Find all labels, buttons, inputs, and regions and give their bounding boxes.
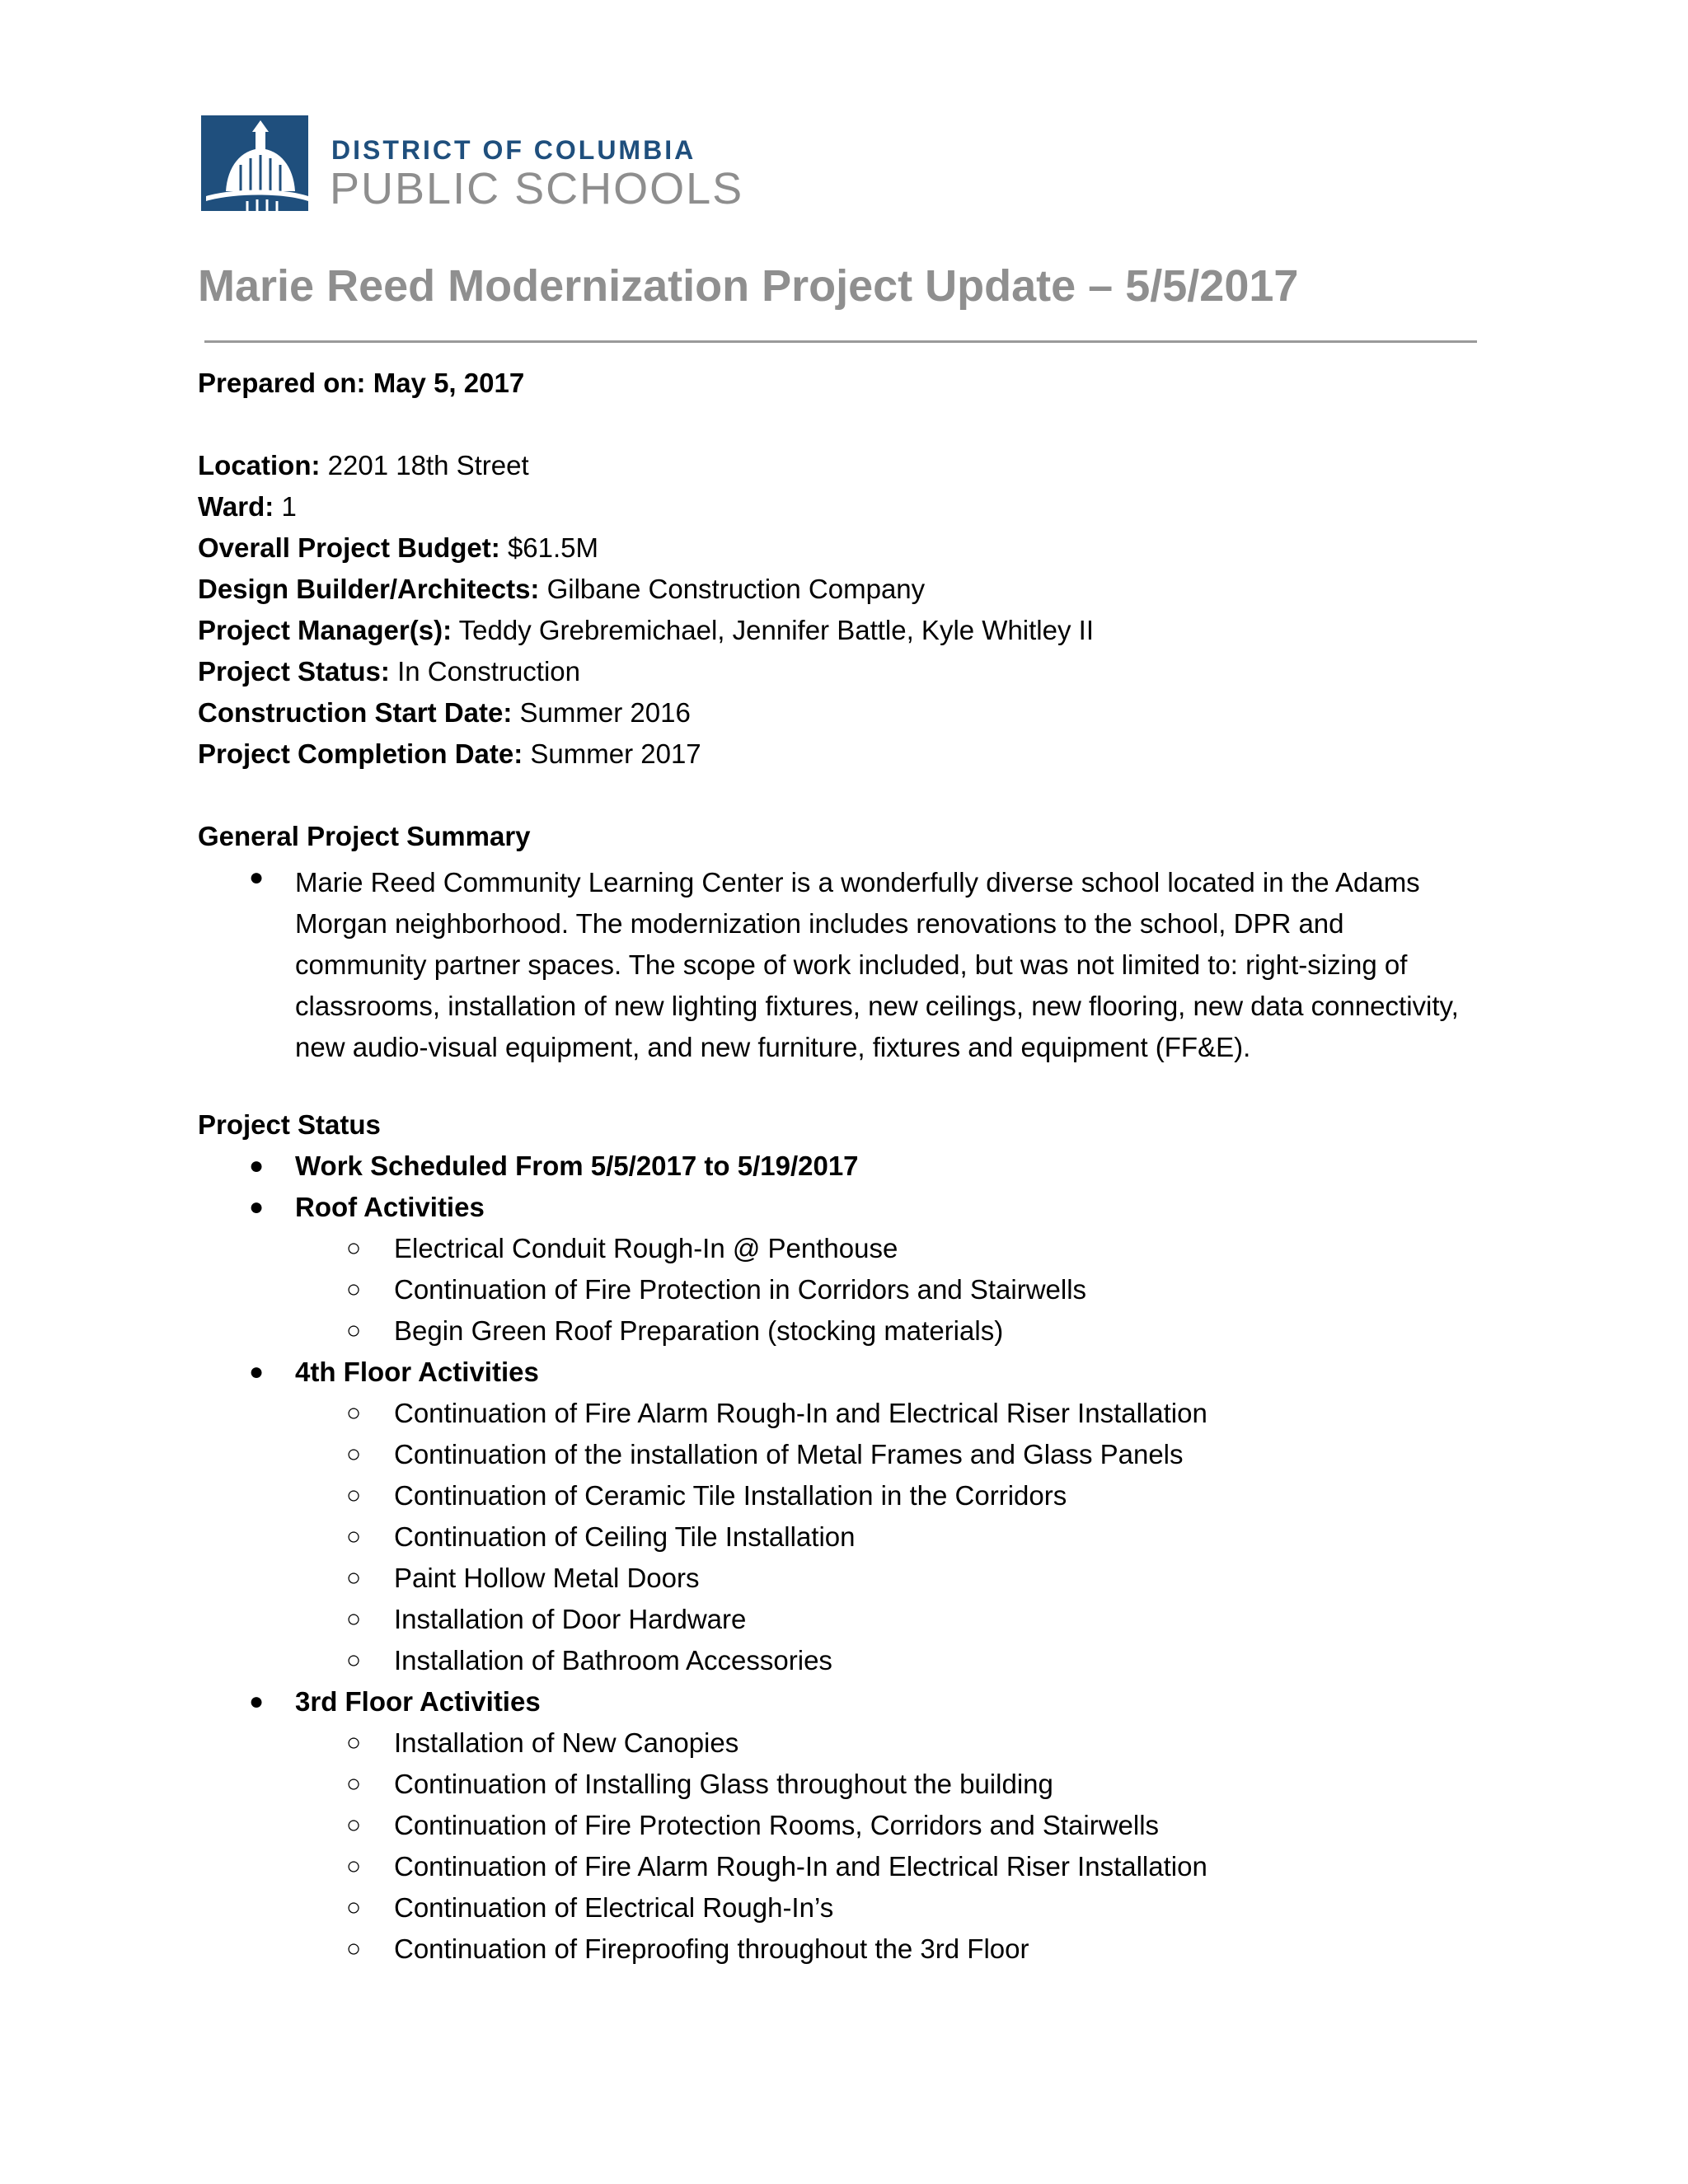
list-item: Continuation of Electrical Rough-In’s	[394, 1892, 834, 1923]
prepared-on: Prepared on: May 5, 2017	[198, 368, 525, 398]
detail-label: Ward:	[198, 491, 274, 522]
list-item: Continuation of Ceramic Tile Installation in the Corridors	[394, 1480, 1067, 1511]
list-item: Installation of New Canopies	[394, 1727, 739, 1758]
bullet-filled: ●	[249, 1688, 265, 1715]
detail-label: Project Status:	[198, 656, 390, 687]
bullet-hollow: ○	[346, 1441, 362, 1468]
floor4-heading: 4th Floor Activities	[295, 1357, 539, 1387]
list-item: Continuation of Fire Alarm Rough-In and Electrical Riser Installation	[394, 1398, 1207, 1428]
bullet-hollow: ○	[346, 1564, 362, 1591]
detail-location	[198, 450, 529, 481]
detail-value: Teddy Grebremichael, Jennifer Battle, Kyle Whitley II	[458, 615, 1094, 645]
list-item: Installation of Door Hardware	[394, 1604, 747, 1634]
detail-label: Design Builder/Architects:	[198, 574, 540, 604]
logo-text-public-schools: PUBLIC SCHOOLS	[330, 164, 744, 213]
detail-value: 1	[281, 491, 297, 522]
list-item: Continuation of the installation of Metal Frames and Glass Panels	[394, 1439, 1184, 1469]
detail-construction-start	[198, 697, 691, 729]
summary-paragraph: Marie Reed Community Learning Center is a wonderfully diverse school located in the Adams Morgan neighborhood. The modernization includes renovations to the school, DPR and community partner spaces. The scope of work included, but was not limited to: right-sizing of classrooms, installation of new lighting fixtures, new ceilings, new flooring, new data connectivity, new audio-visual equipment, and new furniture, fixtures and equipment (FF&E).	[295, 867, 1459, 1062]
bullet-filled: ●	[249, 1193, 265, 1221]
bullet-hollow: ○	[346, 1770, 362, 1797]
bullet-hollow: ○	[346, 1399, 362, 1427]
detail-label: Location:	[198, 450, 321, 480]
detail-label: Overall Project Budget:	[198, 532, 500, 563]
bullet-hollow: ○	[346, 1811, 362, 1839]
bullet-hollow: ○	[346, 1894, 362, 1921]
work-scheduled: Work Scheduled From 5/5/2017 to 5/19/2017	[295, 1151, 859, 1181]
roof-heading: Roof Activities	[295, 1192, 485, 1222]
list-item: Continuation of Fireproofing throughout the 3rd Floor	[394, 1933, 1029, 1964]
detail-label: Project Completion Date:	[198, 738, 523, 769]
bullet-hollow: ○	[346, 1935, 362, 1962]
list-item: Continuation of Ceiling Tile Installation	[394, 1521, 856, 1552]
detail-value: 2201 18th Street	[327, 450, 529, 480]
capitol-dome-icon	[201, 115, 308, 211]
detail-label: Project Manager(s):	[198, 615, 452, 645]
bullet-filled: ●	[249, 864, 265, 891]
list-item: Continuation of Fire Protection Rooms, Corridors and Stairwells	[394, 1810, 1160, 1840]
bullet-hollow: ○	[346, 1647, 362, 1674]
bullet-hollow: ○	[346, 1605, 362, 1633]
detail-label: Construction Start Date:	[198, 697, 513, 728]
detail-value: Summer 2016	[519, 697, 691, 728]
status-heading: Project Status	[198, 1109, 381, 1140]
bullet-hollow: ○	[346, 1523, 362, 1550]
bullet-hollow: ○	[346, 1729, 362, 1756]
summary-heading: General Project Summary	[198, 821, 531, 851]
bullet-hollow: ○	[346, 1276, 362, 1303]
bullet-hollow: ○	[346, 1853, 362, 1880]
detail-value: $61.5M	[507, 532, 599, 563]
dcps-logo	[201, 115, 778, 214]
detail-value: Summer 2017	[530, 738, 701, 769]
detail-value: In Construction	[397, 656, 581, 687]
detail-project-managers	[198, 615, 1094, 646]
title-divider	[204, 340, 1477, 343]
detail-completion-date	[198, 738, 701, 770]
list-item: Continuation of Fire Protection in Corridors and Stairwells	[394, 1274, 1087, 1305]
floor3-heading: 3rd Floor Activities	[295, 1686, 541, 1717]
bullet-hollow: ○	[346, 1317, 362, 1344]
list-item: Installation of Bathroom Accessories	[394, 1645, 832, 1675]
detail-design-builder	[198, 574, 925, 605]
list-item: Continuation of Installing Glass throughout the building	[394, 1769, 1053, 1799]
list-item: Begin Green Roof Preparation (stocking materials)	[394, 1315, 1004, 1346]
logo-text-district: DISTRICT OF COLUMBIA	[331, 135, 696, 165]
detail-value: Gilbane Construction Company	[546, 574, 926, 604]
list-item: Electrical Conduit Rough-In @ Penthouse	[394, 1233, 898, 1263]
list-item: Paint Hollow Metal Doors	[394, 1563, 700, 1593]
list-item: Continuation of Fire Alarm Rough-In and Electrical Riser Installation	[394, 1851, 1207, 1882]
bullet-hollow: ○	[346, 1482, 362, 1509]
bullet-filled: ●	[249, 1358, 265, 1385]
detail-project-status	[198, 656, 580, 687]
bullet-hollow: ○	[346, 1235, 362, 1262]
detail-budget	[198, 532, 598, 564]
bullet-filled: ●	[249, 1152, 265, 1179]
detail-ward	[198, 491, 297, 523]
page-title: Marie Reed Modernization Project Update – 5/5/2017	[198, 261, 1299, 311]
